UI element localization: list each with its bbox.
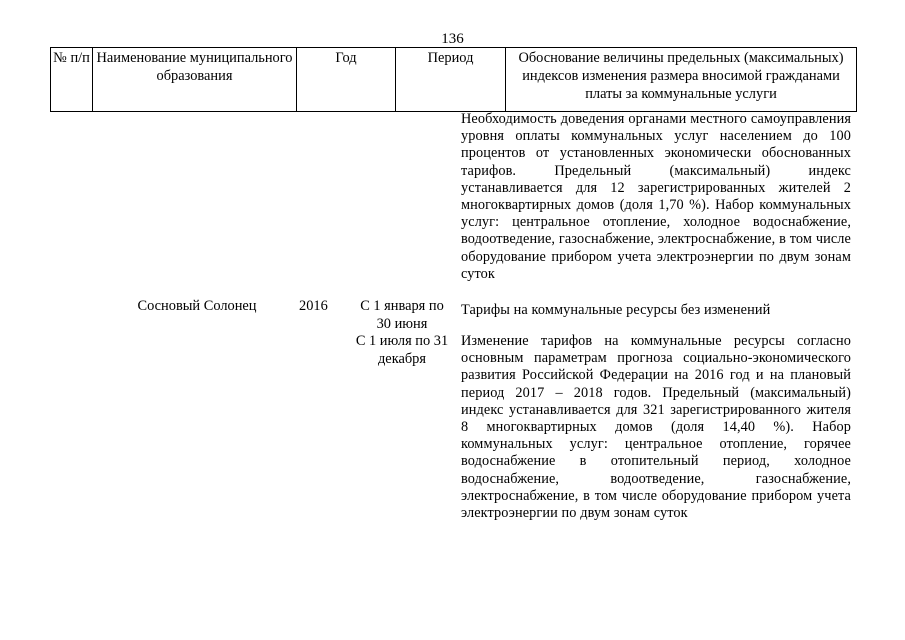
- page-number: 136: [441, 31, 464, 47]
- year-value: 2016: [299, 298, 328, 314]
- header-municipality: Наименование муниципального образования: [93, 48, 297, 111]
- header-justification: Обоснование величины предельных (максимальных) индексов изменения размера вносимой гражданами платы за коммунальные услуги: [518, 50, 844, 102]
- justification-text: Тарифы на коммунальные ресурсы без изменений: [461, 302, 771, 318]
- header-number: № п/п: [51, 48, 93, 111]
- period-value: С 1 июля по 31 декабря: [355, 333, 449, 367]
- header-year: Год: [297, 48, 396, 111]
- justification-text: Изменение тарифов на коммунальные ресурсы согласно основным параметрам прогноза социально-экономического развития Российской Федерации на 2016 год и на плановый период 2017 – 2018 годов. Предельный (максимальный) индекс устанавливается для 321 зарегистрированного жителя 8 многоквартирных домов (доля 14,40 %). Набор коммунальных услуг: центральное отопление, горячее водоснабжение в отопительный период, холодное водоснабжение, водоотведение, газоснабжение, электроснабжение, в том числе оборудование прибором учета электроэнергии по двум зонам суток: [461, 333, 851, 522]
- justification-text: Необходимость доведения органами местного самоуправления уровня оплаты коммунальных услуг населением до 100 процентов от установленных экономически обоснованных тарифов. Предельный (максимальный) индекс устанавливается для 12 зарегистрированных жителей 2 многоквартирных домов (доля 1,70 %). Набор коммунальных услуг: центральное отопление, холодное водоснабжение, водоотведение, газоснабжение, электроснабжение, в том числе оборудование прибором учета электроэнергии по двум зонам суток: [461, 111, 851, 282]
- period-value: С 1 января по 30 июня: [360, 298, 444, 332]
- header-period: Период: [396, 48, 506, 111]
- municipality-name: Сосновый Солонец: [137, 298, 257, 314]
- table-header: [50, 47, 857, 112]
